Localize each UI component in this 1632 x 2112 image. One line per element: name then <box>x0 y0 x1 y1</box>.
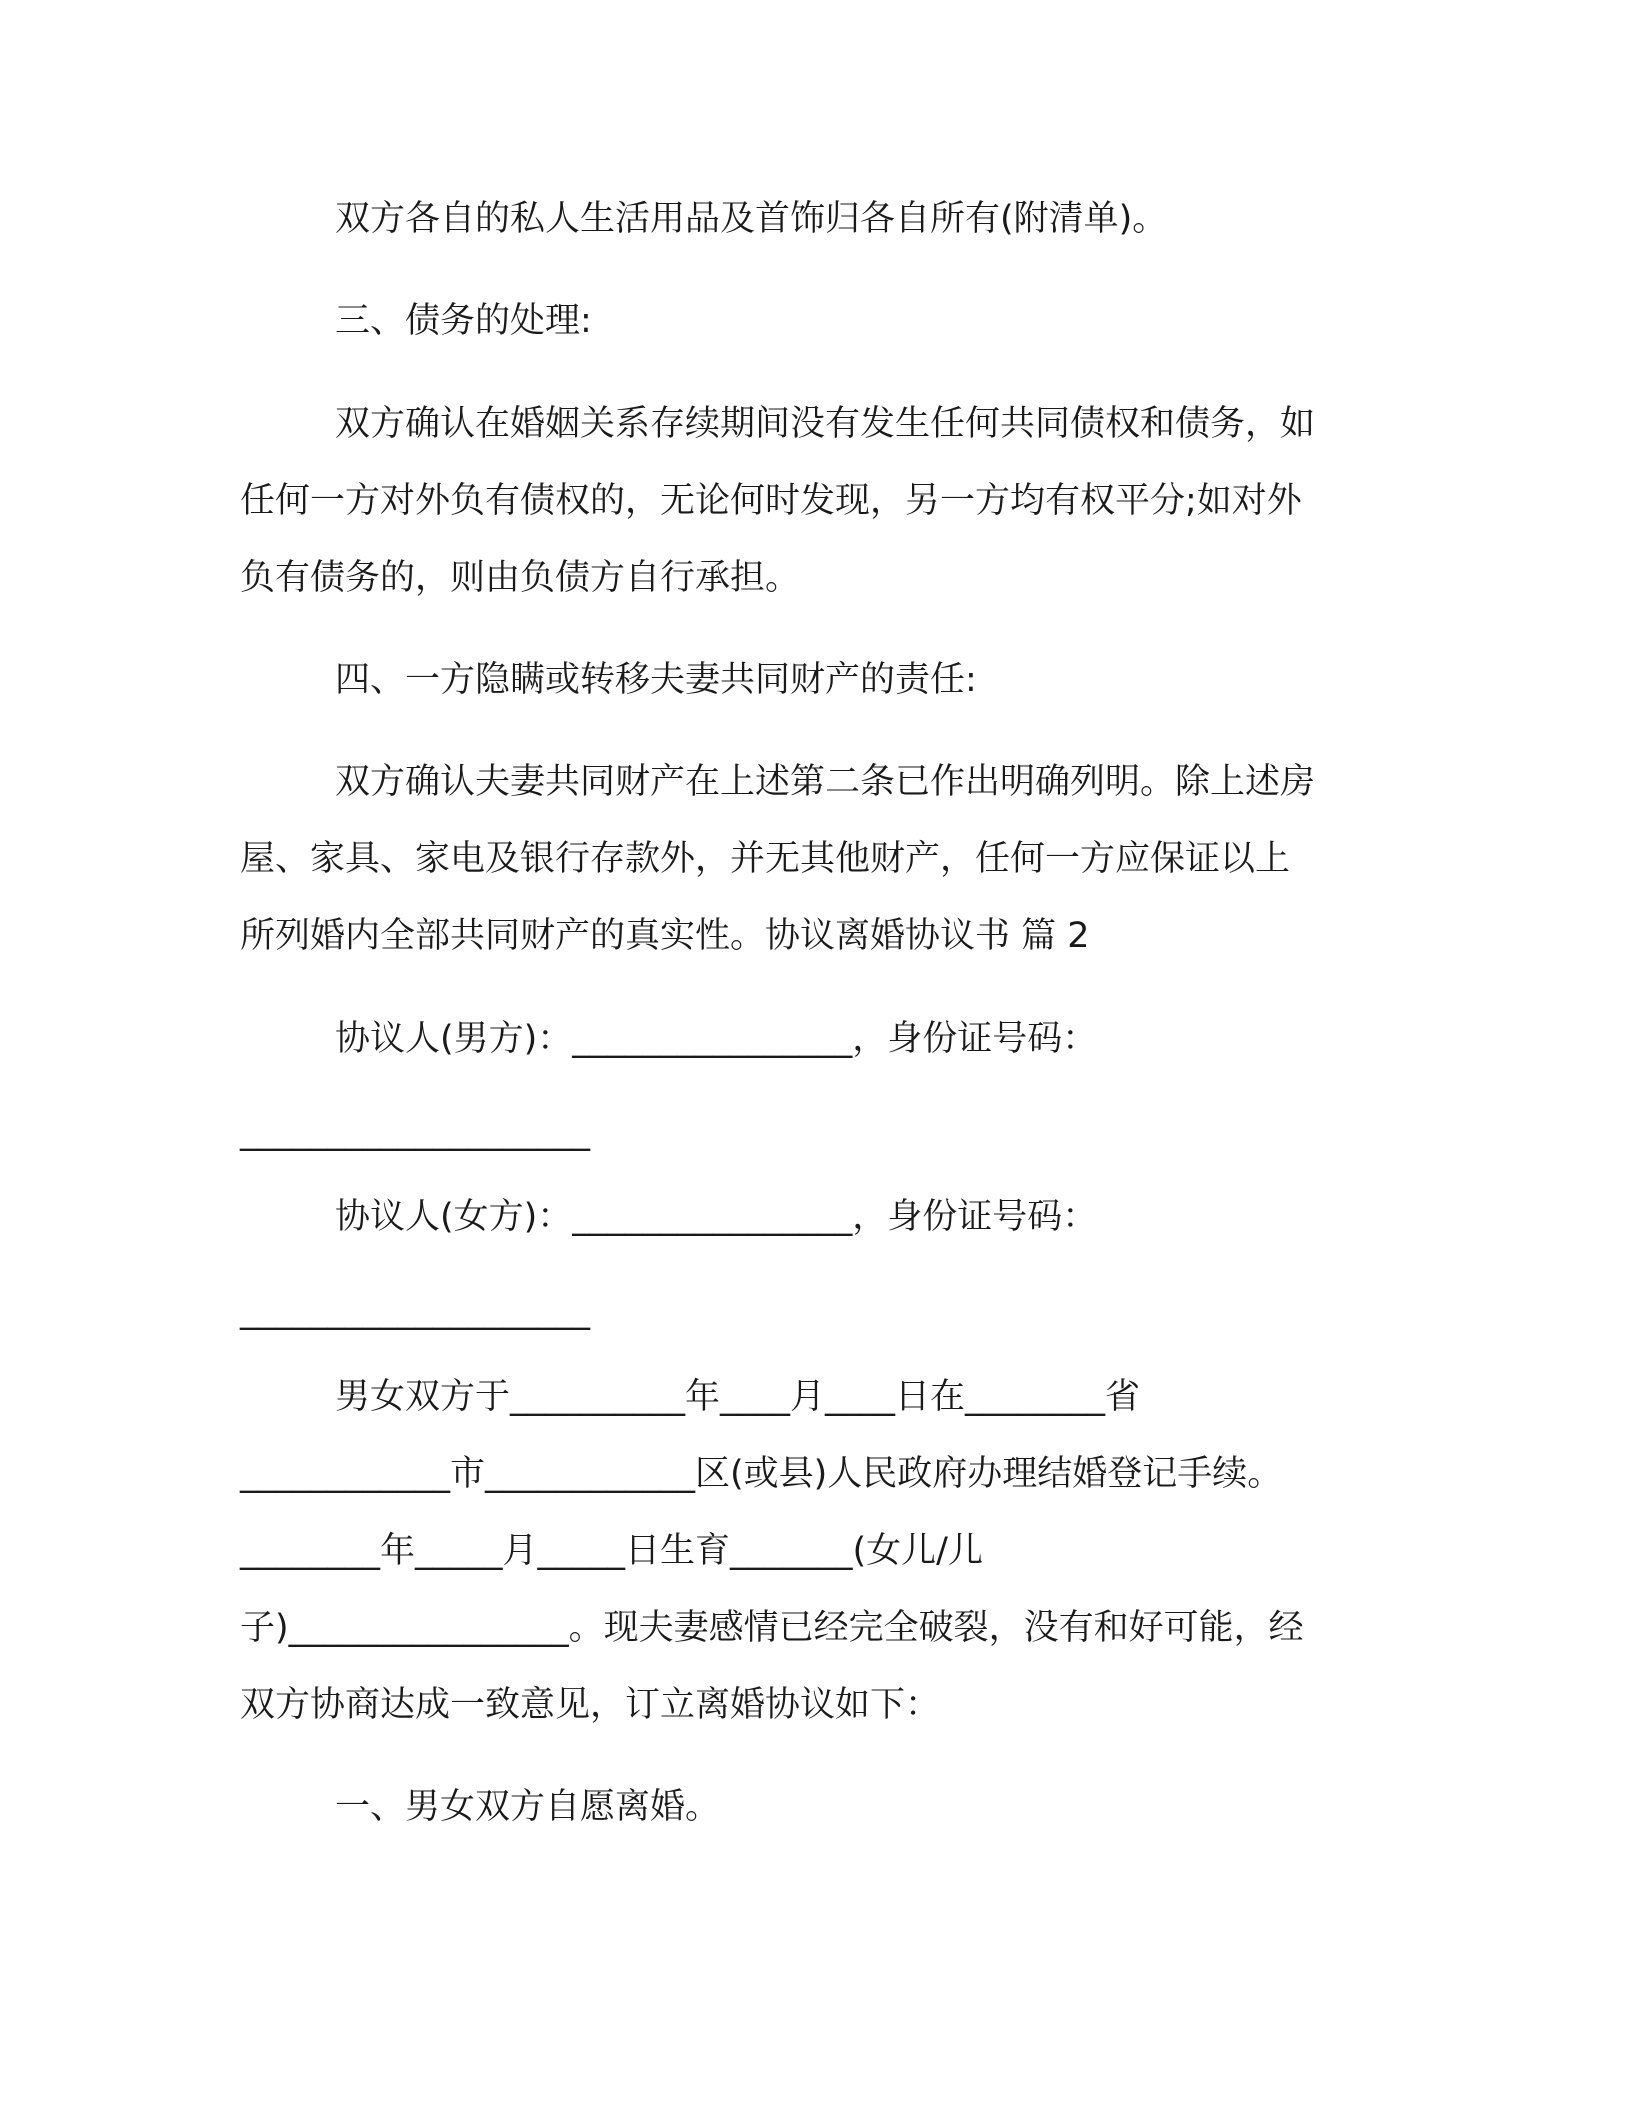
text-line: 任何一方对外负有债权的，无论何时发现，另一方均有权平分;如对外 <box>240 481 1302 521</box>
text-line: 屋、家具、家电及银行存款外，并无其他财产，任何一方应保证以上 <box>240 839 1291 879</box>
text-line: ____________市____________区(或县)人民政府办理结婚登记手续。 <box>240 1454 1283 1494</box>
section-heading: 四、一方隐瞒或转移夫妻共同财产的责任: <box>335 660 977 700</box>
text-line: 双方确认夫妻共同财产在上述第二条已作出明确列明。除上述房 <box>335 762 1316 802</box>
section-heading: 三、债务的处理: <box>335 301 592 341</box>
text-line: 男女双方于__________年____月____日在________省 <box>335 1377 1141 1417</box>
text-line: 双方确认在婚姻关系存续期间没有发生任何共同债权和债务，如 <box>335 404 1316 444</box>
text-line: 双方各自的私人生活用品及首饰归各自所有(附清单)。 <box>335 199 1168 239</box>
blank-line: ____________________ <box>240 1291 590 1331</box>
text-line: ________年_____月_____日生育_______(女儿/儿 <box>240 1531 983 1571</box>
text-line: 所列婚内全部共同财产的真实性。协议离婚协议书 篇 2 <box>240 916 1090 956</box>
party-female-line: 协议人(女方)：________________，身份证号码： <box>335 1197 1098 1237</box>
text-line: 子)________________。现夫妻感情已经完全破裂，没有和好可能，经 <box>240 1608 1304 1648</box>
party-male-line: 协议人(男方)：________________，身份证号码： <box>335 1019 1098 1059</box>
text-line: 负有债务的，则由负债方自行承担。 <box>240 558 801 598</box>
text-line: 双方协商达成一致意见，订立离婚协议如下： <box>240 1685 941 1725</box>
blank-line: ____________________ <box>240 1112 590 1152</box>
section-heading: 一、男女双方自愿离婚。 <box>335 1787 721 1827</box>
